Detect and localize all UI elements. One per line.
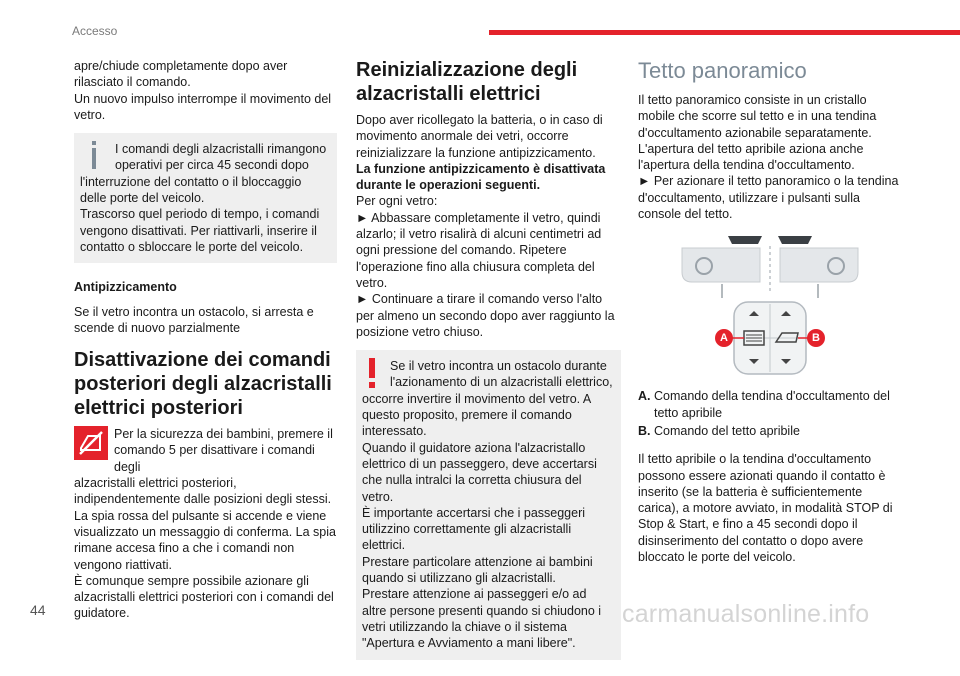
callout-label-a: A: [720, 332, 728, 345]
paragraph: alzacristalli elettrici posteriori, indipendentemente dalle posizioni degli stessi.: [74, 476, 332, 507]
note-text: Trascorso quel periodo di tempo, i comandi vengono disattivati. Per riattivarli, inserire il contatto o sbloccare le porte del veicolo.: [80, 207, 320, 254]
child-lock-icon: [74, 426, 108, 460]
paragraph: Per ogni vetro:: [356, 194, 438, 209]
legend-key: A.: [638, 389, 651, 404]
info-icon: [90, 141, 98, 169]
note-text: occorre invertire il movimento del vetro. A questo proposito, premere il comando interessato.: [362, 391, 591, 439]
warning-note: [356, 350, 621, 659]
paragraph: L'apertura del tetto apribile aziona anche l'apertura della tendina d'occultamento.: [638, 141, 864, 173]
note-text: Se il vetro incontra un ostacolo durante l'azionamento di un alzacristalli elettrico,: [390, 359, 613, 390]
note-text: È importante accertarsi che i passeggeri utilizzino correttamente gli alzacristalli elettrici.: [362, 505, 586, 553]
paragraph: Un nuovo impulso interrompe il movimento del vetro.: [74, 91, 332, 122]
paragraph: È comunque sempre possibile azionare gli alzacristalli elettrici posteriori con i comandi del guidatore.: [74, 573, 334, 621]
callout-label-b: B: [812, 332, 820, 345]
legend-item: [638, 388, 902, 421]
note-text: Quando il guidatore aziona l'alzacristallo elettrico di un passeggero, deve accertarsi che nulla intralci la corretta chiusura del vetro.: [362, 440, 597, 504]
paragraph: apre/chiude completamente dopo aver rilasciato il comando.: [74, 59, 288, 90]
paragraph: La spia rossa del pulsante si accende e viene visualizzato un messaggio di conferma. La spia rimane accesa fino a che i comandi non vengono riattivati.: [74, 508, 336, 572]
note-text: Prestare particolare attenzione ai bambini quando si utilizzano gli alzacristalli.: [362, 554, 593, 586]
watermark: carmanualsonline.info: [622, 600, 870, 628]
note-text: Prestare attenzione ai passeggeri e/o ad altre persone presenti quando si chiudono i vetri utilizzando la chiave o il sistema "Apertura e Avviamento a mani libere".: [362, 587, 602, 651]
info-note: [74, 133, 337, 263]
legend-item: [638, 423, 902, 439]
paragraph: Per la sicurezza dei bambini, premere il comando 5 per disattivare i comandi degli: [114, 427, 333, 474]
section-heading: Antipizzicamento: [74, 280, 177, 295]
paragraph-bold: La funzione antipizzicamento è disattivata durante le operazioni seguenti.: [356, 161, 606, 193]
column-1: [74, 58, 337, 622]
paragraph: Dopo aver ricollegato la batteria, o in caso di movimento anormale dei vetri, occorre reinizializzare la funzione antipizzicamento.: [356, 113, 603, 160]
legend: [638, 388, 902, 439]
warning-icon: [368, 358, 376, 388]
column-2: [356, 58, 621, 676]
legend-key: B.: [638, 423, 651, 438]
step: ► Abbassare completamente il vetro, quindi alzarlo; il vetro risalirà di alcuni centimetri ad ogni pressione del comando. Ripetere l'operazione fino alla chiusura completa del vetro.: [356, 210, 602, 290]
section-heading: Disattivazione dei comandi posteriori degli alzacristalli elettrici posteriori: [74, 349, 332, 420]
step: ► Continuare a tirare il comando verso l'alto per almeno un secondo dopo aver raggiunto la posizione vetro chiuso.: [356, 292, 615, 339]
paragraph: Il tetto apribile o la tendina d'occultamento possono essere azionati quando il contatto è inserito (se la batteria è sufficientemente carica), a motore avviato, in modalità STOP di Stop & Start, e fino a 45 secondi dopo il disinserimento del contatto o dopo avere bloccato le porte del veicolo.: [638, 452, 893, 565]
roof-console-figure: [638, 232, 902, 376]
column-3: [638, 58, 902, 565]
legend-text: Comando del tetto apribile: [654, 423, 800, 438]
note-text: I comandi degli alzacristalli rimangono operativi per circa 45 secondi dopo: [115, 142, 327, 173]
page-number: 44: [30, 602, 46, 618]
paragraph: Il tetto panoramico consiste in un cristallo mobile che scorre sul tetto e in una tendina d'occultamento azionabile separatamente.: [638, 93, 877, 140]
paragraph: ► Per azionare il tetto panoramico o la tendina d'occultamento, utilizzare i pulsanti sulla console del tetto.: [638, 174, 899, 222]
header-accent-bar: [489, 30, 960, 35]
section-heading: Reinizializzazione degli alzacristalli elettrici: [356, 59, 578, 105]
note-text: l'interruzione del contatto o il bloccaggio delle porte del veicolo.: [80, 174, 302, 206]
child-safety-block: [74, 426, 337, 507]
paragraph: Se il vetro incontra un ostacolo, si arresta e scende di nuovo parzialmente: [74, 304, 314, 335]
running-header: Accesso: [72, 24, 118, 38]
roof-console-illustration: [638, 232, 902, 376]
legend-text: Comando della tendina d'occultamento del tetto apribile: [654, 389, 890, 420]
section-heading: Tetto panoramico: [638, 58, 807, 83]
